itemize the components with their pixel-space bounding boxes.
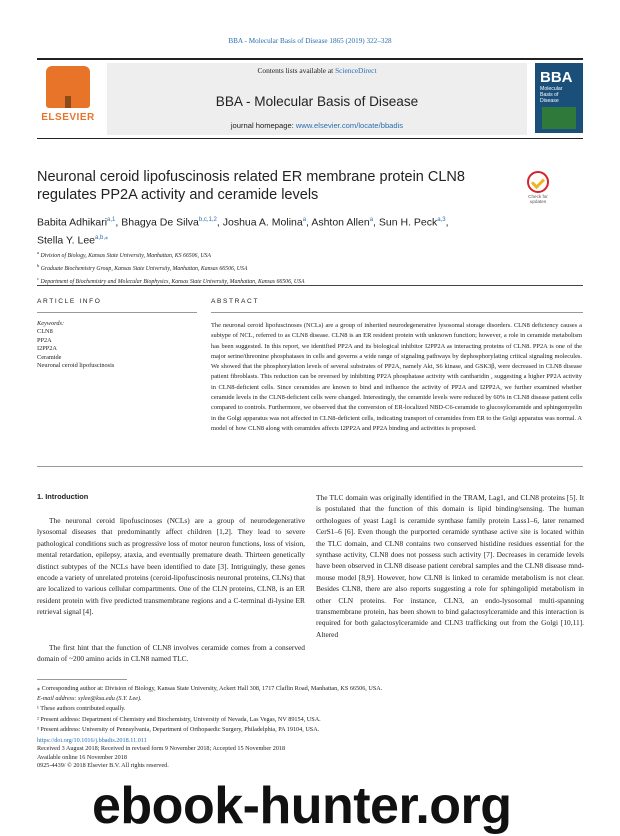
- sciencedirect-link[interactable]: ScienceDirect: [335, 66, 377, 75]
- footnote-divider: [37, 679, 127, 680]
- author-name[interactable]: Babita Adhikari: [37, 216, 108, 229]
- keywords: Keywords: CLN8 PP2A I2PP2A Ceramide Neuronal ceroid lipofuscinosis: [37, 320, 197, 370]
- journal-cover[interactable]: BBA Molecular Basis of Disease: [535, 63, 583, 133]
- article-dates: https://doi.org/10.1016/j.bbadis.2018.11.011 Received 3 August 2018; Received in revised form 9 November 2018; Accepted 15 November 2018 Available online 16 November 2018 0925-4439/ © 2018 Elsevier B.V. All rights reserved.: [37, 737, 337, 770]
- author-name[interactable]: Bhagya De Silva: [121, 216, 199, 229]
- tree-icon: [46, 66, 90, 108]
- journal-banner: [107, 63, 527, 135]
- keyword[interactable]: Neuronal ceroid lipofuscinosis: [37, 362, 115, 370]
- contents-line: Contents lists available at ScienceDirect: [257, 66, 377, 75]
- author-name[interactable]: Sun H. Peck: [378, 216, 438, 229]
- author-list: Babita Adhikari$^{a,1}$, Bhagya De Silva$^{b,c,1,2}$, Joshua A. Molina$^a$, Ashton Allen$^a$, Sun H. Peck$^{a,3}$, Stella Y. Lee$^{a,b,⁎}$: [37, 216, 449, 247]
- keyword[interactable]: PP2A: [37, 336, 52, 344]
- journal-reference[interactable]: BBA - Molecular Basis of Disease 1865 (2019) 322–328: [228, 37, 392, 45]
- watermark: ebook-hunter.org: [92, 777, 512, 835]
- divider: [37, 285, 583, 286]
- journal-header: [37, 58, 583, 139]
- keyword[interactable]: Ceramide: [37, 353, 62, 361]
- author-name[interactable]: Ashton Allen: [311, 216, 370, 229]
- journal-title: BBA - Molecular Basis of Disease: [215, 94, 419, 109]
- cover-image: [542, 107, 576, 129]
- abstract-heading: ABSTRACT: [211, 298, 259, 305]
- affiliation-item: $^c$ Department of Biochemistry and Molecular Biophysics, Kansas State University, Manhattan, Kansas 66506, USA: [37, 275, 305, 285]
- intro-paragraph: The neuronal ceroid lipofuscinoses (NCLs) are a group of neurodegenerative lysosomal diseases that predominantly affect children [1,2]. They lead to severe pathological conditions such as progressive loss of motor neuron functions, loss of vision, mental retardation, epilepsy, ataxia, and eventually premature death. Thirteen genetically distinct subtypes of the NCLs have been identified to date [3]. Intriguingly, these genes encode a variety of unrelated proteins (ceroid-lipofuscinosis neuronal proteins, CLNs) that are localized to various cellular compartments. One of the CLN proteins, CLN8, is an ER resident protein with five predicted transmembrane regions and a C-terminal di-lysine ER retrieval signal [4].: [37, 516, 305, 617]
- check-for-updates-button[interactable]: Check for updates: [521, 171, 555, 205]
- intro-paragraph: The TLC domain was originally identified in the TRAM, Lag1, and CLN8 proteins [5]. It is postulated that the function of this domain is lipid binding/sensing. The human orthologues of yeast Lag1 is ceramide synthase family protein Lass1–6, later renamed CerS1–6 [6]. Even though the purported ceramide synthase active site is located within the TLC domain, and CLN8 contains two conserved histidine residues essential for the synthase activity, CLN8 does not possess such activity [7]. Decreases in ceramide levels have been observed in CLN8 disease patient cerebral samples and the CLN8 disease mnd-mouse model [8,9]. However, how CLN8 is linked to ceramide metabolism is not clear. Besides CLN8, there are also reports suggesting a role for sphingolipid metabolism in other CLN proteins. For instance, CLN3, an endo-lysosomal multi-spanning transmembrane protein, has been shown to bind galactosylceramide and this interaction is required for both galactosylceramide and CLN3 trafficking out from the Golgi [10,11]. Altered: [316, 493, 584, 639]
- homepage-link[interactable]: www.elsevier.com/locate/bbadis: [295, 121, 404, 130]
- abstract-text: The neuronal ceroid lipofuscinoses (NCLs) are a group of inherited neurodegenerative lysosomal storage disorders. CLN8 deficiency causes a subtype of NCL, referred to as CLN8 disease. CLN8 is an ER resident protein with unknown function; however, a role in ceramide metabolism has been suggested. In this report, we identified PP2A and its biological inhibitor I2PP2A as interacting proteins of CLN8. PP2A is one of the major serine/threonine phosphatases in cells and governs a wide range of signaling pathways by dephosphorylating critical signaling molecules. We showed that the phosphorylation levels of several substrates of PP2A, namely Akt, S6 kinase, and GSK3β, were decreased in CLN8 disease patient fibroblasts. This reduction can be reversed by inhibiting PP2A phosphatase activity with cantharidin , suggesting a higher PP2A activity in CLN8-deficient cells. Since ceramides are known to bind and influence the activity of PP2A and I2PP2A, we further examined whether ceramide levels in the CLN8-deficient cells were changed. Interestingly, the ceramide levels were reduced by 60% in CLN8 disease patient cells compared to controls. Furthermore, we observed that the conversion of ER-localized NBD-C6-ceramide to glucosylceramide and sphingomyelin in the Golgi apparatus was not affected in CLN8-deficient cells, indicating transport of ceramides from ER to the Golgi apparatus was normal. A model of how CLN8 along with ceramides affects I2PP2A and PP2A binding and activities is proposed.: [211, 322, 582, 432]
- divider: [37, 312, 197, 313]
- footnote: ¹ These authors contributed equally.: [37, 705, 126, 713]
- divider: [211, 312, 583, 313]
- footnotes: [37, 684, 583, 735]
- footnote: ² Present address: Department of Chemistry and Biochemistry, University of Nevada, Las Vegas, NV 89154, USA.: [37, 715, 321, 723]
- keyword[interactable]: CLN8: [37, 328, 53, 336]
- affiliations: [37, 248, 577, 287]
- article-title: Neuronal ceroid lipofuscinosis related ER membrane protein CLN8 regulates PP2A activity and ceramide levels: [37, 169, 465, 203]
- check-updates-icon: [527, 171, 549, 193]
- doi-link[interactable]: https://doi.org/10.1016/j.bbadis.2018.11.011: [37, 737, 147, 744]
- author-name[interactable]: Stella Y. Lee: [37, 234, 95, 247]
- footnote: ³ Present address: University of Pennsylvania, Department of Orthopaedic Surgery, Philadelphia, PA 19104, USA.: [37, 725, 320, 733]
- keyword[interactable]: I2PP2A: [37, 345, 57, 353]
- footnote: ⁎ Corresponding author at: Division of Biology, Kansas State University, Ackert Hall 308, 1717 Claflin Road, Manhattan, KS 66506, USA.: [37, 685, 383, 692]
- affiliation-item: $^b$ Graduate Biochemistry Group, Kansas State University, Manhattan, Kansas 66506, USA: [37, 262, 248, 272]
- affiliation-item: $^a$ Division of Biology, Kansas State University, Manhattan, KS 66506, USA: [37, 250, 211, 259]
- email-footnote[interactable]: E-mail address: sylee@ksu.edu (S.Y. Lee).: [37, 695, 142, 703]
- section-heading: 1. Introduction: [37, 492, 89, 501]
- author-name[interactable]: Joshua A. Molina: [222, 216, 303, 229]
- journal-homepage: journal homepage: www.elsevier.com/locate/bbadis: [230, 121, 404, 130]
- intro-paragraph: The first hint that the function of CLN8 involves ceramide comes from a conserved domain of ~200 amino acids in CLN8 named TLC.: [37, 643, 305, 664]
- divider: [37, 466, 583, 467]
- elsevier-logo[interactable]: ELSEVIER: [37, 66, 99, 132]
- article-info-heading: ARTICLE INFO: [37, 298, 102, 305]
